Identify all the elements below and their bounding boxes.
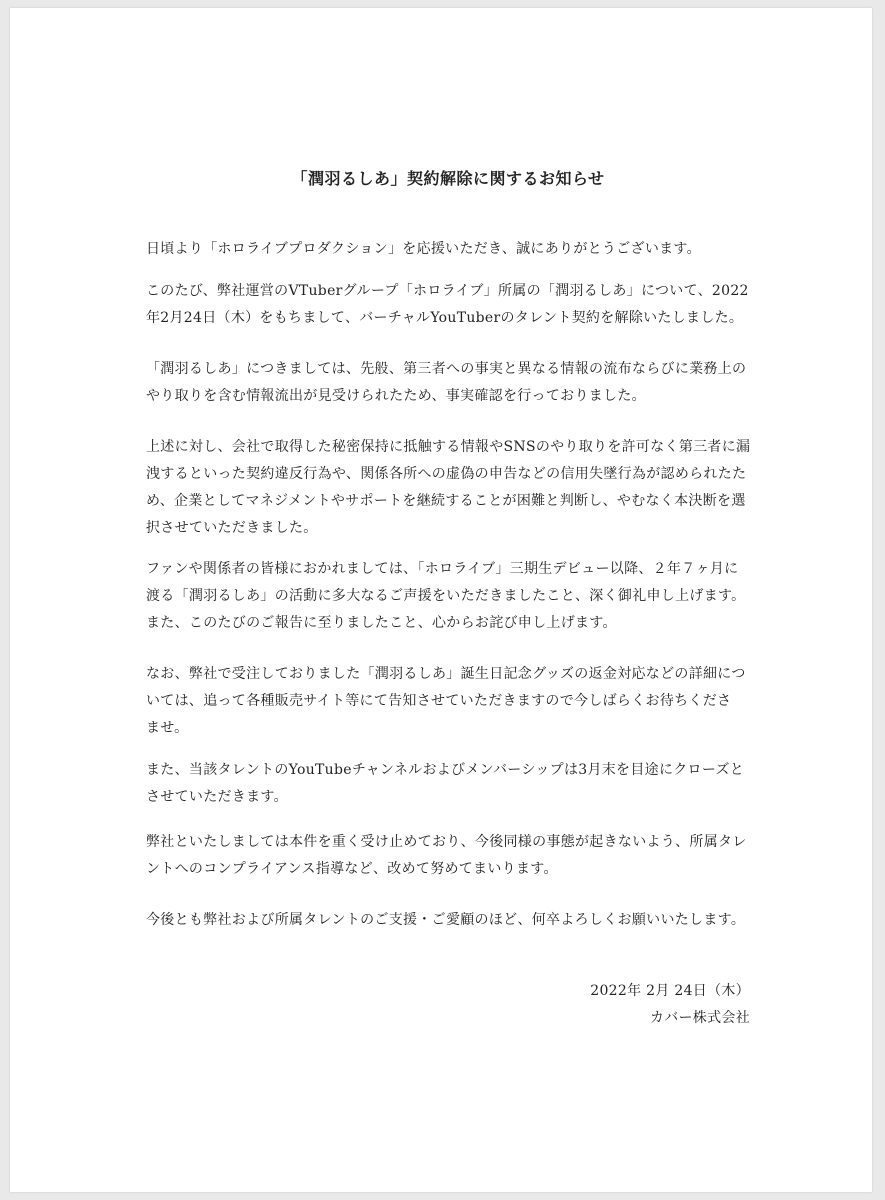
paragraph-contract-termination	[146, 278, 750, 332]
paragraph-line: ファンや関係者の皆様におかれましては、「ホロライブ」三期生デビュー以降、２年７ヶ月に	[146, 561, 739, 577]
paragraph-line: 洩するといった契約違反行為や、関係各所への虚偽の申告などの信用失墜行為が認められたた	[146, 466, 747, 482]
paragraph-line: 日頃より「ホロライブプロダクション」を応援いただき、誠にありがとうございます。	[146, 241, 701, 257]
paragraph-refund	[146, 661, 750, 742]
paragraph-line: 上述に対し、会社で取得した秘密保持に抵触する情報やSNSのやり取りを許可なく第三者に漏	[146, 439, 750, 455]
paragraph-line: いては、追って各種販売サイト等にて告知させていただきますので今しばらくお待ちくださ	[146, 693, 732, 709]
paragraph-reason	[146, 434, 750, 542]
paragraph-line: め、企業としてマネジメントやサポートを継続することが困難と判断し、やむなく本決断を選	[146, 493, 746, 509]
paragraph-line: させていただきます。	[146, 789, 288, 805]
paragraph-background	[146, 356, 750, 410]
paragraph-line: ませ。	[146, 720, 189, 736]
document-page	[10, 8, 872, 1192]
paragraph-line: また、このたびのご報告に至りましたこと、心からお詫び申し上げます。	[146, 615, 617, 631]
paragraph-line: やり取りを含む情報流出が見受けられたため、事実確認を行っておりました。	[146, 388, 646, 404]
paragraph-line: また、当該タレントのYouTubeチャンネルおよびメンバーシップは3月末を目途にクローズと	[146, 762, 745, 778]
paragraph-line: 「潤羽るしあ」につきましては、先般、第三者への事実と異なる情報の流布ならびに業務上の	[146, 361, 747, 377]
document-date: 2022年 2月 24日（木）	[590, 983, 750, 999]
paragraph-line: なお、弊社で受注しておりました「潤羽るしあ」誕生日記念グッズの返金対応などの詳細につ	[146, 666, 746, 682]
paragraph-channel-closure	[146, 757, 750, 811]
company-name: カバー株式会社	[649, 1010, 750, 1026]
paragraph-line: 渡る「潤羽るしあ」の活動に多大なるご声援をいただきましたこと、深く御礼申し上げます。	[146, 588, 746, 604]
document-title: 「潤羽るしあ」契約解除に関するお知らせ	[291, 169, 605, 188]
paragraph-line: 択させていただきました。	[146, 520, 318, 536]
paragraph-thanks	[146, 556, 750, 637]
paragraph-line: ントへのコンプライアンス指導など、改めて努めてまいります。	[146, 861, 558, 877]
paragraph-closing	[146, 907, 750, 934]
paragraph-line: 今後とも弊社および所属タレントのご支援・ご愛顧のほど、何卒よろしくお願いいたします。	[146, 912, 746, 928]
paragraph-line: 年2月24日（木）をもちまして、バーチャルYouTuberのタレント契約を解除いたしました。	[146, 310, 744, 326]
paragraph-line: このたび、弊社運営のVTuberグループ「ホロライブ」所属の「潤羽るしあ」について、2022	[146, 283, 749, 299]
paragraph-line: 弊社といたしましては本件を重く受け止めており、今後同様の事態が起きないよう、所属タレ	[146, 834, 747, 850]
signature-block	[146, 978, 750, 1032]
paragraph-greeting	[146, 236, 750, 263]
paragraph-compliance	[146, 829, 750, 883]
